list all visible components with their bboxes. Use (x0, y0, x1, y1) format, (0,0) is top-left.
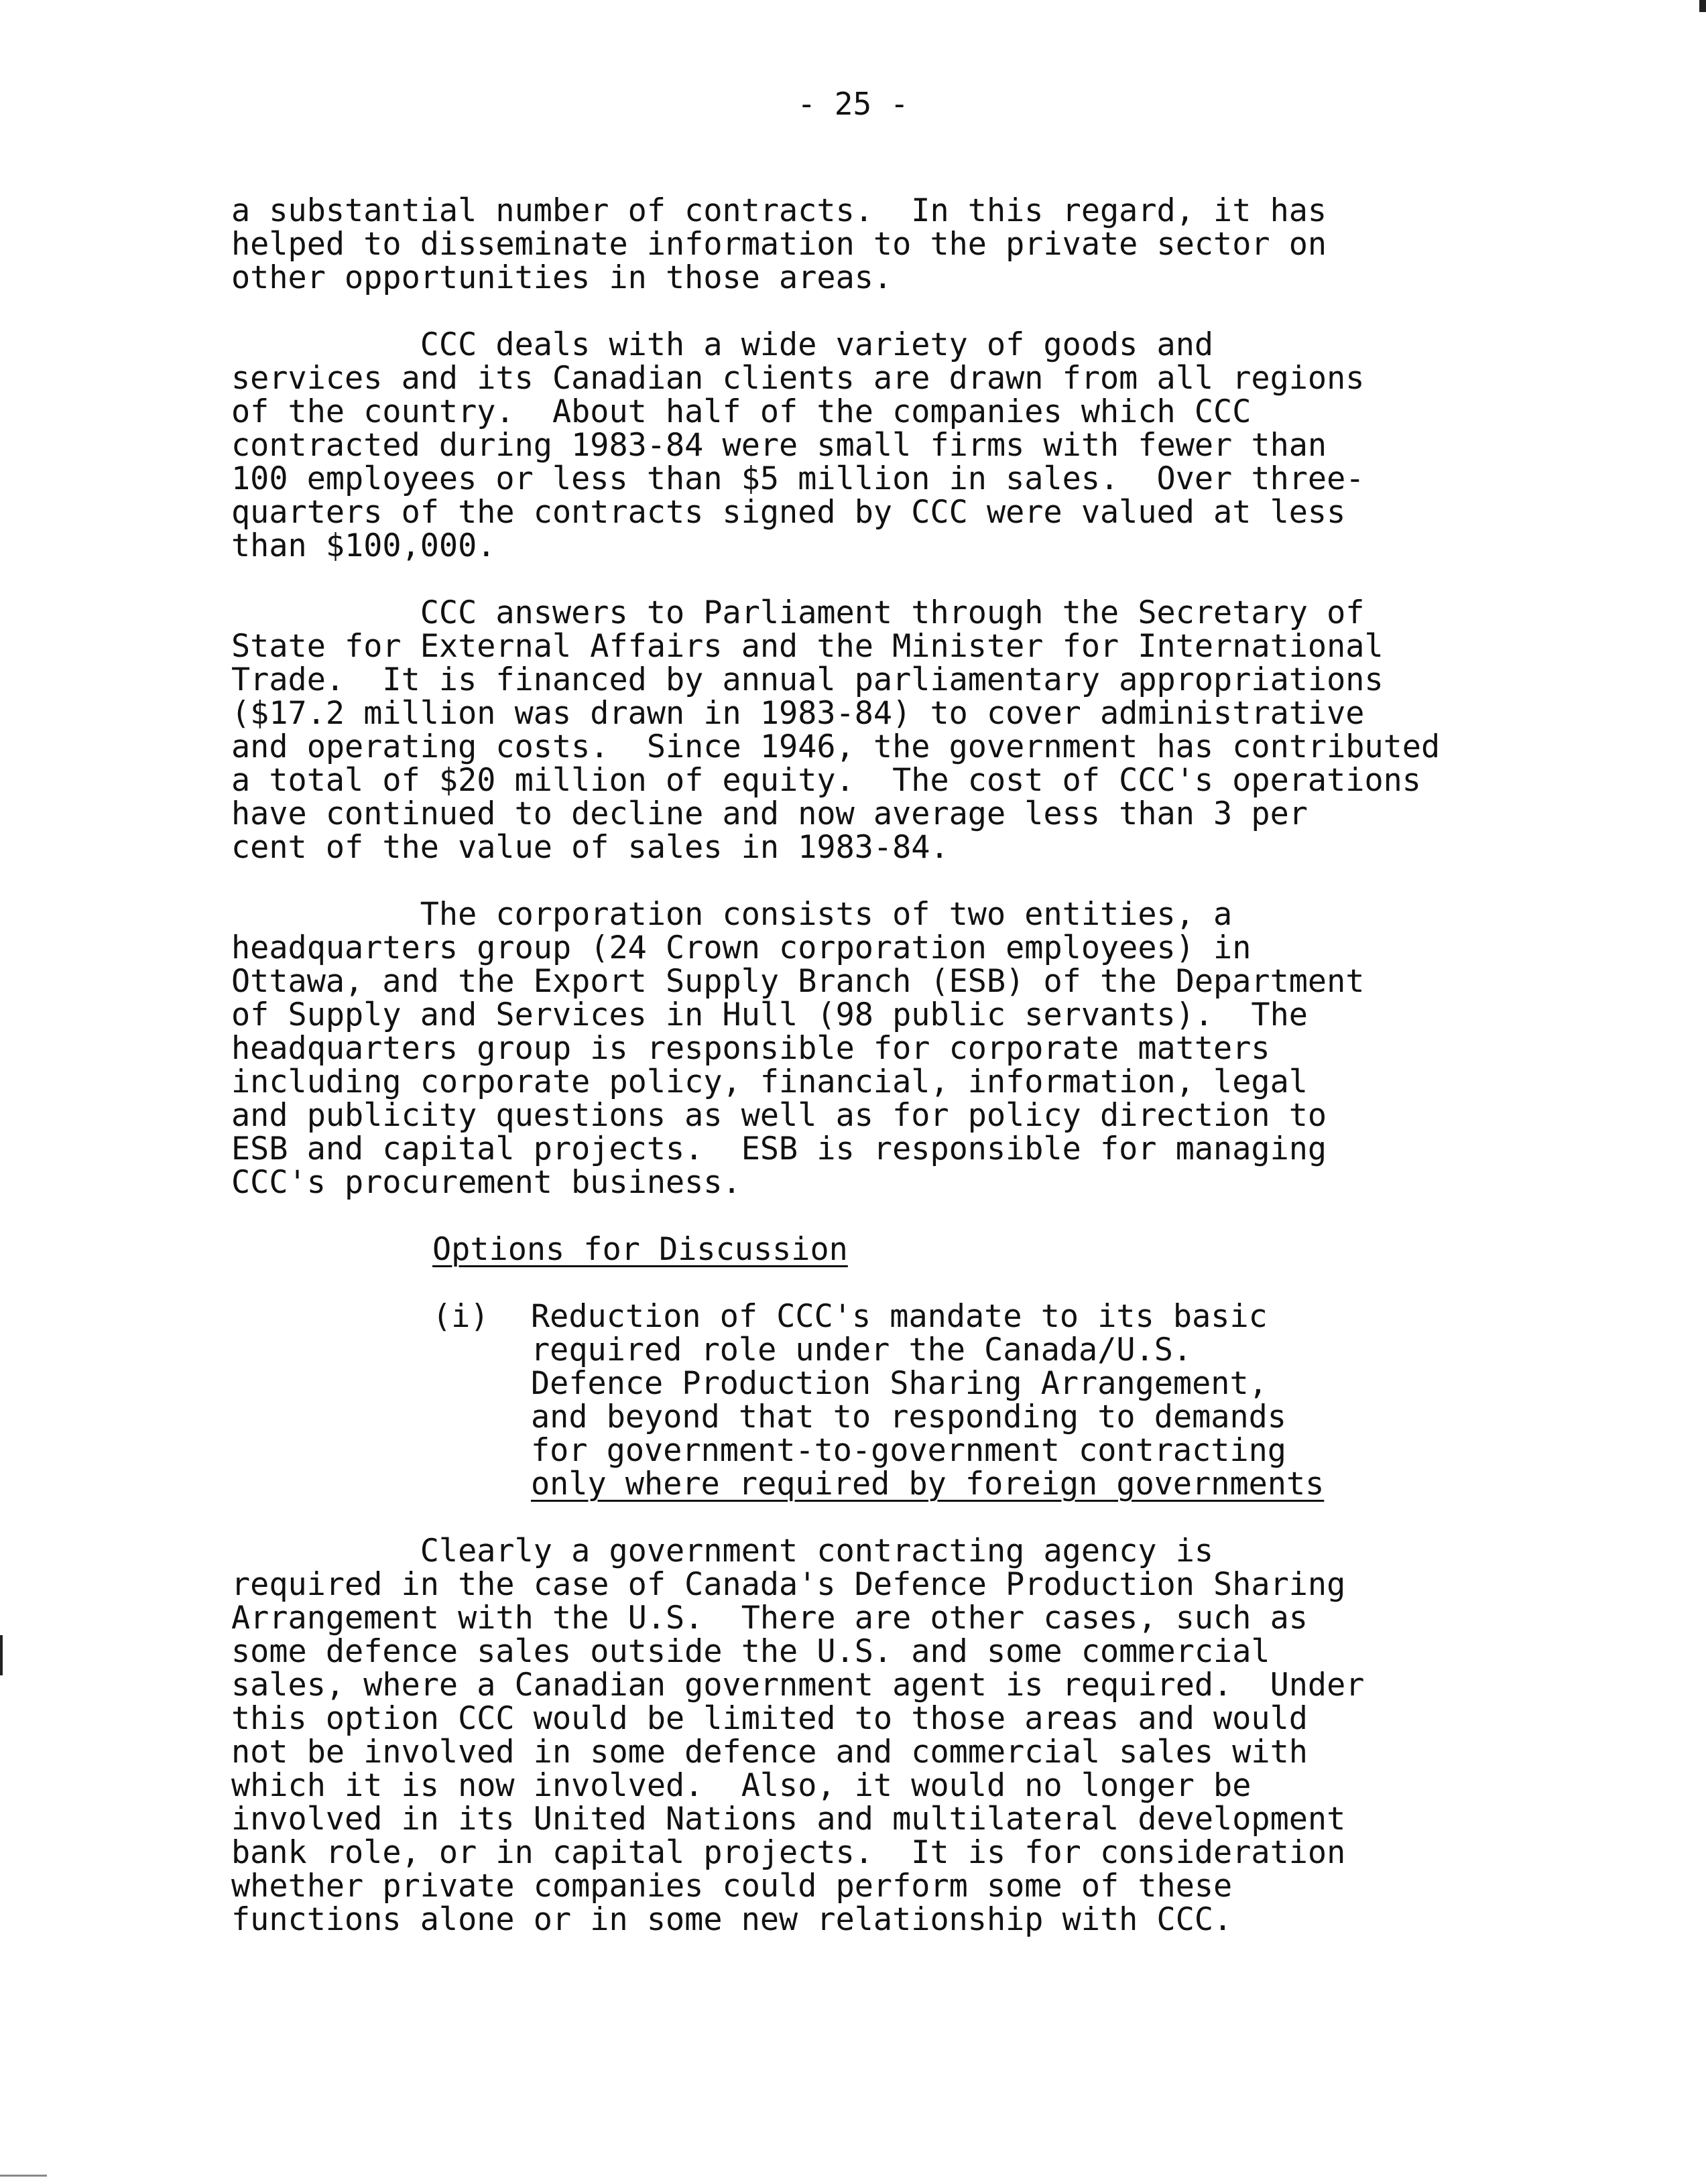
paragraph-4-line-9: CCC's procurement business. (231, 1165, 741, 1201)
paragraph-3-line-7: have continued to decline and now average less than 3 per (231, 796, 1308, 832)
paragraph-4-line-2: headquarters group (24 Crown corporation employees) in (231, 930, 1252, 966)
section-heading: Options for Discussion (432, 1232, 848, 1268)
paragraph-2-line-3: of the country. About half of the companies which CCC (231, 394, 1252, 430)
closing-paragraph-line-2: required in the case of Canada's Defence Production Sharing (231, 1567, 1346, 1603)
paragraph-2-line-1: CCC deals with a wide variety of goods and (231, 327, 1214, 363)
paragraph-2-line-4: contracted during 1983-84 were small firms with fewer than (231, 428, 1327, 464)
closing-paragraph-line-6: this option CCC would be limited to those areas and would (231, 1701, 1308, 1737)
paragraph-1-line-3: other opportunities in those areas. (231, 260, 893, 296)
paragraph-4-line-8: ESB and capital projects. ESB is responsible for managing (231, 1131, 1327, 1167)
paragraph-3-line-4: ($17.2 million was drawn in 1983-84) to cover administrative (231, 696, 1365, 732)
scan-edge-mark (1699, 0, 1706, 12)
paragraph-1-line-2: helped to disseminate information to the private sector on (231, 227, 1327, 263)
paragraph-1-line-1: a substantial number of contracts. In this regard, it has (231, 193, 1327, 229)
paragraph-3-line-6: a total of $20 million of equity. The cost of CCC's operations (231, 763, 1421, 799)
option-line-3: Defence Production Sharing Arrangement, (531, 1366, 1268, 1402)
closing-paragraph-line-10: bank role, or in capital projects. It is for consideration (231, 1835, 1346, 1871)
paragraph-3-line-5: and operating costs. Since 1946, the government has contributed (231, 729, 1441, 765)
paragraph-2-line-7: than $100,000. (231, 528, 496, 564)
option-marker: (i) (432, 1299, 489, 1335)
paragraph-4-line-1: The corporation consists of two entities, a (231, 897, 1233, 933)
paragraph-2-line-5: 100 employees or less than $5 million in sales. Over three- (231, 461, 1365, 497)
paragraph-3-line-3: Trade. It is financed by annual parliamentary appropriations (231, 662, 1384, 698)
closing-paragraph-line-9: involved in its United Nations and multilateral development (231, 1801, 1346, 1838)
paragraph-2-line-2: services and its Canadian clients are drawn from all regions (231, 361, 1365, 397)
paragraph-2-line-6: quarters of the contracts signed by CCC were valued at less (231, 495, 1346, 531)
paragraph-4-line-4: of Supply and Services in Hull (98 public servants). The (231, 997, 1308, 1033)
paragraph-3-line-8: cent of the value of sales in 1983-84. (231, 830, 949, 866)
paragraph-3-line-2: State for External Affairs and the Minister for International (231, 629, 1384, 665)
closing-paragraph-line-8: which it is now involved. Also, it would no longer be (231, 1768, 1252, 1804)
closing-paragraph-line-4: some defence sales outside the U.S. and some commercial (231, 1634, 1270, 1670)
closing-paragraph-line-5: sales, where a Canadian government agent is required. Under (231, 1667, 1365, 1704)
option-line-1: Reduction of CCC's mandate to its basic (531, 1299, 1268, 1335)
option-line-underlined: only where required by foreign governments (531, 1466, 1325, 1502)
option-line-2: required role under the Canada/U.S. (531, 1332, 1193, 1368)
closing-paragraph-line-3: Arrangement with the U.S. There are other cases, such as (231, 1600, 1308, 1636)
paragraph-4-line-3: Ottawa, and the Export Supply Branch (ESB) of the Department (231, 964, 1365, 1000)
closing-paragraph-line-11: whether private companies could perform some of these (231, 1868, 1233, 1905)
option-line-5: for government-to-government contracting (531, 1433, 1286, 1469)
paragraph-4-line-7: and publicity questions as well as for policy direction to (231, 1098, 1327, 1134)
paragraph-4-line-5: headquarters group is responsible for corporate matters (231, 1031, 1270, 1067)
page-number: - 25 - (797, 86, 909, 122)
paragraph-3-line-1: CCC answers to Parliament through the Secretary of (231, 595, 1365, 631)
closing-paragraph-line-12: functions alone or in some new relationship with CCC. (231, 1902, 1233, 1938)
option-line-4: and beyond that to responding to demands (531, 1399, 1286, 1435)
closing-paragraph-line-7: not be involved in some defence and commercial sales with (231, 1734, 1308, 1771)
closing-paragraph-line-1: Clearly a government contracting agency is (231, 1533, 1214, 1569)
paragraph-4-line-6: including corporate policy, financial, information, legal (231, 1064, 1308, 1100)
scan-edge-mark (0, 2175, 47, 2177)
scan-edge-mark (0, 1635, 3, 1675)
